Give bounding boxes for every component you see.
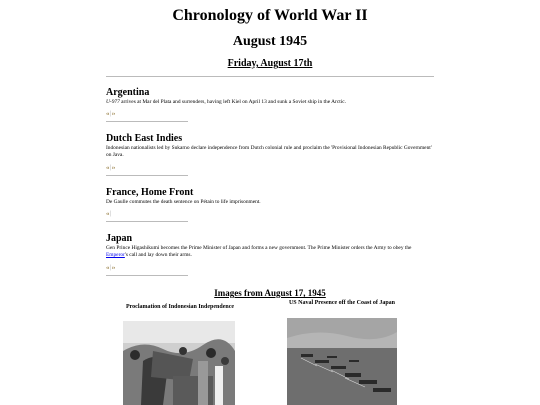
entry-nav: ‹‹ | ›› (106, 111, 115, 117)
entry-japan (106, 233, 434, 259)
date-heading: Friday, August 17th (227, 58, 313, 69)
prev-entry-button[interactable]: ‹‹ (106, 265, 109, 271)
emperor-link[interactable]: Emperor (106, 252, 125, 258)
image-caption: US Naval Presence off the Coast of Japan (288, 300, 396, 306)
nav-divider (106, 221, 188, 222)
independence-photo-graphic (123, 321, 235, 405)
entry-ship-name: U-977 (106, 99, 120, 105)
entry-country: France, Home Front (106, 187, 194, 198)
entry-text-body: arrives at Mar del Plata and surrenders, having left Kiel on April 13 and sunk a Soviet ship in the Arctic. (119, 99, 346, 105)
prev-entry-button[interactable]: ‹‹ (106, 211, 109, 217)
site-title: Chronology of World War II (172, 7, 368, 24)
entry-text (106, 245, 434, 259)
entry-nav: ‹‹ | ›› (106, 265, 115, 271)
images-heading: Images from August 17, 1945 (214, 288, 326, 298)
entry-text (106, 99, 434, 106)
prev-entry-button[interactable]: ‹‹ (106, 111, 109, 117)
naval-photo-graphic (287, 318, 397, 405)
next-entry-button[interactable]: ›› (111, 265, 115, 271)
entry-text-body: Gen Prince Higashikumi becomes the Prime Minister of Japan and forms a new government. The Prime Minister orders the Army to obey the (106, 245, 412, 251)
entry-text: De Gaulle commutes the death sentence on Pétain to life imprisonment. (106, 199, 261, 205)
prev-entry-button[interactable]: ‹‹ (106, 165, 109, 171)
next-entry-button[interactable]: ›› (111, 165, 115, 171)
nav-divider (106, 175, 188, 176)
entry-france-home-front (106, 187, 434, 206)
entry-country: Argentina (106, 87, 150, 98)
image-caption: Proclamation of Indonesian Independence (125, 304, 235, 310)
entry-nav: ‹‹ | (106, 211, 111, 217)
entry-nav: ‹‹ | ›› (106, 165, 115, 171)
entry-country: Japan (106, 233, 133, 244)
nav-divider (106, 275, 188, 276)
indonesian-independence-photo[interactable] (123, 321, 235, 405)
us-naval-presence-photo[interactable] (287, 318, 397, 405)
entry-text-tail: 's call and lay down their arms. (124, 252, 192, 258)
entry-dutch-east-indies (106, 133, 434, 159)
month-title: August 1945 (232, 34, 308, 49)
entry-text: Indonesian nationalists led by Sukarno declare independence from Dutch colonial rule and proclaim the 'Provisional Indonesian Republic Government' on Java. (106, 145, 432, 158)
entry-argentina (106, 87, 434, 106)
divider (106, 76, 434, 77)
next-entry-button[interactable]: ›› (111, 111, 115, 117)
entry-country: Dutch East Indies (106, 133, 183, 144)
nav-divider (106, 121, 188, 122)
